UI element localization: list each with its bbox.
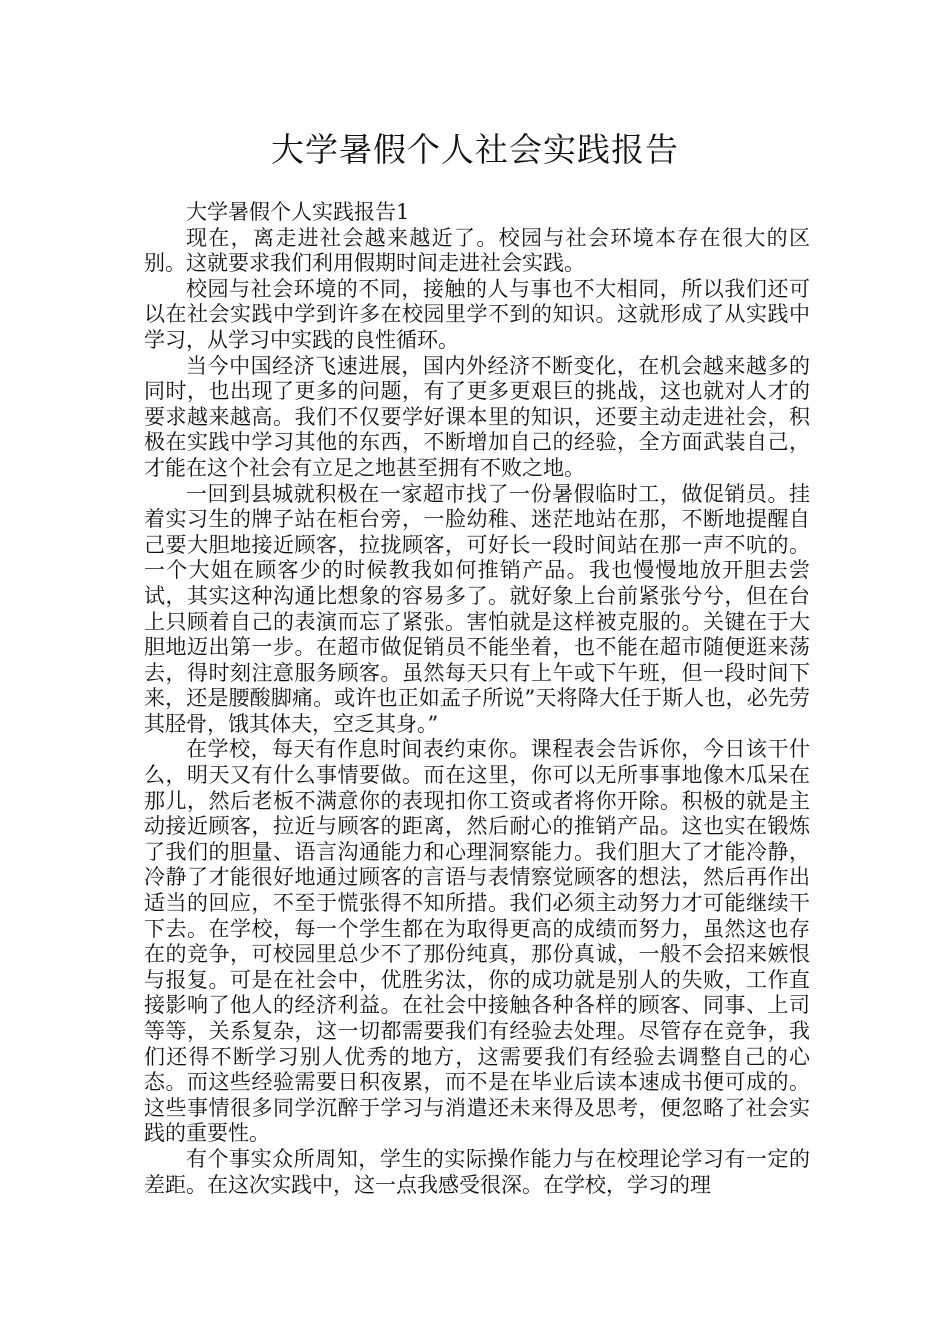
paragraph: 一回到县城就积极在一家超市找了一份暑假临时工，做促销员。挂着实习生的牌子站在柜台旁，一脸幼稚、迷茫地站在那，不断地提醒自己要大胆地接近顾客，拉拢顾客，可好长一段时间站在那一声不吭的。一个大姐在顾客少的时候教我如何推销产品。我也慢慢地放开胆去尝试，其实这种沟通比想象的容易多了。就好象上台前紧张兮兮，但在台上只顾着自己的表演而忘了紧张。害怕就是这样被克服的。关键在于大胆地迈出第一步。在超市做促销员不能坐着，也不能在超市随便逛来荡去，得时刻注意服务顾客。虽然每天只有上午或下午班，但一段时间下来，还是腰酸脚痛。或许也正如孟子所说”天将降大任于斯人也，必先劳其胫骨，饿其体夫，空乏其身。” xyxy=(144,481,810,736)
paragraph-heading: 大学暑假个人实践报告1 xyxy=(186,200,410,224)
paragraph: 校园与社会环境的不同，接触的人与事也不大相同，所以我们还可以在社会实践中学到许多在校园里学不到的知识。这就形成了从实践中学习，从学习中实践的良性循环。 xyxy=(144,276,810,352)
paragraph: 在学校，每天有作息时间表约束你。课程表会告诉你，今日该干什么，明天又有什么事情要做。而在这里，你可以无所事事地像木瓜呆在那儿，然后老板不满意你的表现扣你工资或者将你开除。积极的就是主动接近顾客，拉近与顾客的距离，然后耐心的推销产品。这也实在锻炼了我们的胆量、语言沟通能力和心理洞察能力。我们胆大了才能冷静，冷静了才能很好地通过顾客的言语与表情察觉顾客的想法，然后再作出适当的回应，不至于慌张得不知所措。我们必须主动努力才可能继续干下去。在学校，每一个学生都在为取得更高的成绩而努力，虽然这也存在的竞争，可校园里总少不了那份纯真，那份真诚，一般不会招来嫉恨与报复。可是在社会中，优胜劣汰，你的成功就是别人的失败，工作直接影响了他人的经济利益。在社会中接触各种各样的顾客、同事、上司等等，关系复杂，这一切都需要我们有经验去处理。尽管存在竞争，我们还得不断学习别人优秀的地方，这需要我们有经验去调整自己的心态。而这些经验需要日积夜累，而不是在毕业后读本速成书便可成的。这些事情很多同学沉醉于学习与消遣还未来得及思考，便忽略了社会实践的重要性。 xyxy=(144,737,810,1146)
paragraph: 现在，离走进社会越来越近了。校园与社会环境本存在很大的区别。这就要求我们利用假期时间走进社会实践。 xyxy=(144,225,810,276)
document-body xyxy=(144,200,810,1198)
paragraph: 有个事实众所周知，学生的实际操作能力与在校理论学习有一定的差距。在这次实践中，这一点我感受很深。在学校，学习的理 xyxy=(144,1146,810,1197)
document-title: 大学暑假个人社会实践报告 xyxy=(271,130,679,169)
paragraph: 当今中国经济飞速进展，国内外经济不断变化，在机会越来越多的同时，也出现了更多的问题，有了更多更艰巨的挑战，这也就对人才的要求越来越高。我们不仅要学好课本里的知识，还要主动走进社会，积极在实践中学习其他的东西，不断增加自己的经验，全方面武装自己，才能在这个社会有立足之地甚至拥有不败之地。 xyxy=(144,353,810,480)
